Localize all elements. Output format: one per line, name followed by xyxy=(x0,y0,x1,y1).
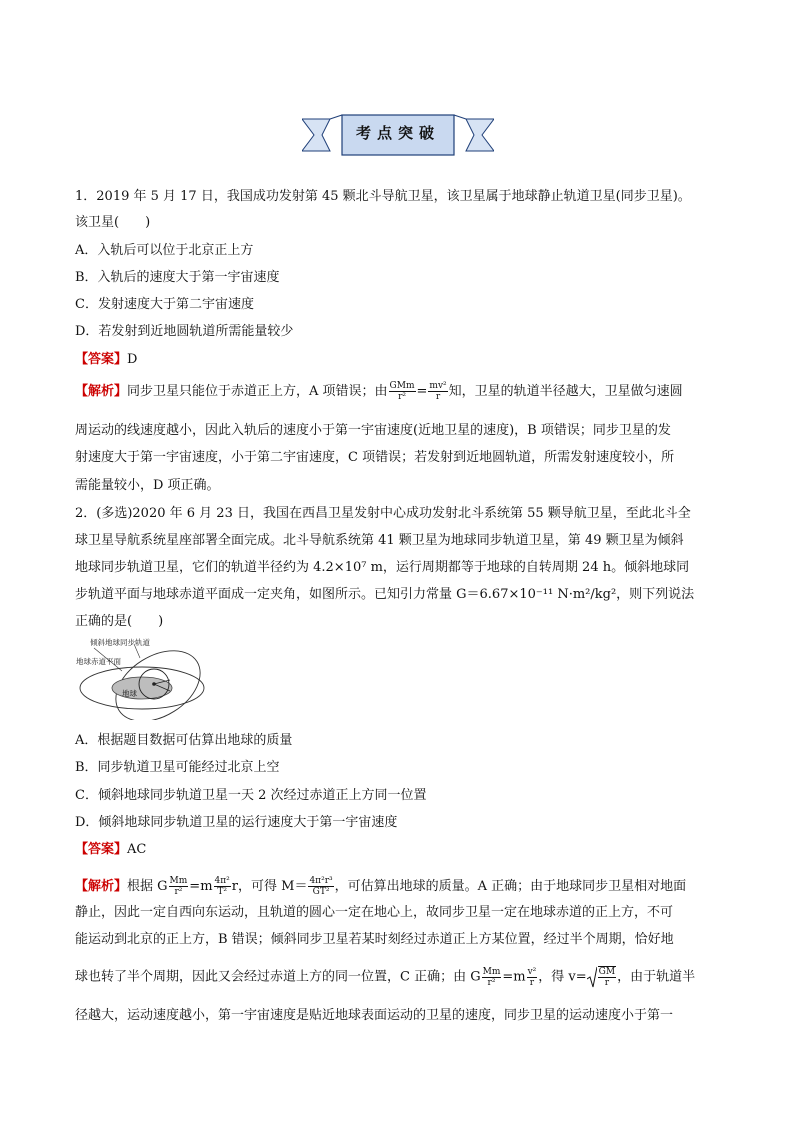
formula-fraction xyxy=(598,966,616,988)
frac-denominator: r xyxy=(604,978,610,988)
analysis-tag: 【解析】 xyxy=(75,879,128,894)
orbit-diagram xyxy=(74,636,208,720)
analysis-text: =m xyxy=(189,879,213,894)
frac-denominator: r² xyxy=(174,887,183,897)
answer-value: D xyxy=(127,352,138,367)
q2-option-d: D．倾斜地球同步轨道卫星的运行速度大于第一宇宙速度 xyxy=(75,815,398,830)
q2-stem-line2: 球卫星导航系统星座部署全面完成。北斗导航系统第 41 颗卫星为地球同步轨道卫星，第 49 颗卫星为倾斜 xyxy=(75,533,684,548)
answer-tag: 【答案】 xyxy=(75,352,128,367)
q1-option-c: C．发射速度大于第二宇宙速度 xyxy=(75,297,254,312)
frac-denominator: r² xyxy=(398,392,406,402)
q1-analysis-line1 xyxy=(75,381,683,402)
label-earth: 地球 xyxy=(122,689,137,698)
frac-denominator: r xyxy=(529,977,535,988)
formula-fraction xyxy=(308,876,333,897)
answer-value: AC xyxy=(127,842,147,857)
q1-analysis-line2: 周运动的线速度越小，因此入轨后的速度小于第一宇宙速度(近地卫星的速度)，B 项错误；同步卫星的发 xyxy=(75,423,671,438)
answer-tag: 【答案】 xyxy=(75,842,128,857)
square-root xyxy=(587,966,617,988)
q2-analysis-line2: 静止，因此一定自西向东运动，且轨道的圆心一定在地心上，故同步卫星一定在地球赤道的正上方，不可 xyxy=(75,905,674,920)
analysis-tag: 【解析】 xyxy=(75,384,128,399)
q2-stem-line1: 2．(多选)2020 年 6 月 23 日，我国在西昌卫星发射中心成功发射北斗系统第 55 颗导航卫星，至此北斗全 xyxy=(75,506,691,521)
frac-numerator: mv² xyxy=(429,381,447,391)
q2-stem-line3: 地球同步轨道卫星，它们的轨道半径约为 4.2×10⁷ m，运行周期都等于地球的自转周期 24 h。倾斜地球同 xyxy=(75,560,690,575)
formula-fraction xyxy=(482,967,502,988)
q1-option-a: A．入轨后可以位于北京正上方 xyxy=(75,243,254,258)
q1-stem-line1: 1．2019 年 5 月 17 日，我国成功发射第 45 颗北斗导航卫星，该卫星属于地球静止轨道卫星(同步卫星)。 xyxy=(75,189,691,204)
frac-numerator: Mm xyxy=(169,876,188,886)
analysis-text: ，得 v= xyxy=(538,969,587,985)
frac-numerator: GMm xyxy=(389,381,415,391)
formula-fraction xyxy=(428,381,447,402)
frac-denominator: T² xyxy=(217,887,227,897)
q2-option-b: B．同步轨道卫星可能经过北京上空 xyxy=(75,760,280,775)
formula-eq: = xyxy=(416,384,428,399)
q2-answer xyxy=(75,841,146,859)
q2-analysis-line3: 能运动到北京的正上方，B 错误；倾斜同步卫星若某时刻经过赤道正上方某位置，经过半个周期，恰好地 xyxy=(75,932,674,947)
frac-numerator: 4π²r³ xyxy=(309,876,333,886)
frac-numerator: 4π² xyxy=(214,876,230,886)
analysis-text: ，可估算出地球的质量。A 正确；由于地球同步卫星相对地面 xyxy=(334,879,687,894)
frac-denominator: r² xyxy=(487,977,496,988)
q2-analysis-line5: 径越大，运动速度越小，第一宇宙速度是贴近地球表面运动的卫星的速度，同步卫星的运动速度小于第一 xyxy=(75,1008,674,1023)
analysis-text: 知，卫星的轨道半径越大，卫星做匀速圆 xyxy=(448,384,683,399)
frac-denominator: GT² xyxy=(312,887,330,897)
analysis-text: r，可得 M＝ xyxy=(231,879,308,894)
formula-fraction xyxy=(169,876,189,897)
q1-analysis-line3: 射速度大于第一宇宙速度，小于第二宇宙速度，C 项错误；若发射到近地圆轨道，所需发射速度较小，所 xyxy=(75,450,675,465)
frac-numerator: Mm xyxy=(482,966,501,977)
q1-answer xyxy=(75,351,137,369)
label-inclined-orbit: 倾斜地球同步轨道 xyxy=(90,638,150,647)
banner-title: 考点突破 xyxy=(355,124,440,142)
q2-analysis-line4 xyxy=(75,966,695,988)
formula-fraction xyxy=(527,967,538,988)
frac-numerator: GM xyxy=(598,967,616,977)
analysis-text: 同步卫星只能位于赤道正上方，A 项错误；由 xyxy=(127,384,388,399)
q2-stem-line4: 步轨道平面与地球赤道平面成一定夹角，如图所示。已知引力常量 G＝6.67×10⁻¹¹ N·m²/kg²，则下列说法 xyxy=(75,587,695,602)
frac-numerator: v² xyxy=(527,966,537,977)
q1-analysis-line4: 需能量较小，D 项正确。 xyxy=(75,478,220,493)
analysis-text: 球也转了半个周期，因此又会经过赤道上方的同一位置，C 正确；由 G xyxy=(75,969,481,985)
q2-option-c: C．倾斜地球同步轨道卫星一天 2 次经过赤道正上方同一位置 xyxy=(75,788,427,803)
formula-fraction xyxy=(389,381,416,402)
analysis-text: =m xyxy=(502,969,526,985)
q2-option-a: A．根据题目数据可估算出地球的质量 xyxy=(75,733,293,748)
analysis-text: ，由于轨道半 xyxy=(617,969,696,985)
analysis-text: 根据 G xyxy=(127,879,168,894)
q2-stem-line5: 正确的是( ) xyxy=(75,614,164,629)
formula-fraction xyxy=(214,876,231,897)
q1-stem-line2: 该卫星( ) xyxy=(75,215,151,230)
frac-denominator: r xyxy=(435,392,441,402)
q2-analysis-line1 xyxy=(75,876,686,897)
q1-option-d: D．若发射到近地圆轨道所需能量较少 xyxy=(75,324,294,339)
label-equatorial-plane: 地球赤道平面 xyxy=(76,657,121,666)
q1-option-b: B．入轨后的速度大于第一宇宙速度 xyxy=(75,270,280,285)
